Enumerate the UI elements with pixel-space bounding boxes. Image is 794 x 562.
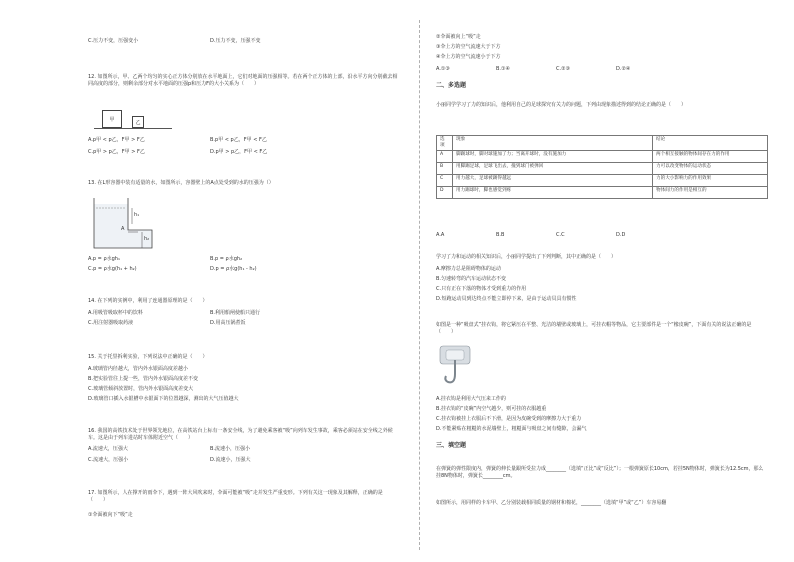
cup-center [446,350,464,360]
q12-figure [94,108,174,130]
section-2-heading: 二、多选题 [436,82,467,89]
row-b-phenomenon: 用脚踢足球，足球飞出去，撞到球门被弹回 [453,163,653,175]
table-row [437,187,768,199]
q17-statement-4: ④伞上方的空气流速小于下方 [436,54,501,60]
left-column [88,0,406,562]
q13-text: 13. 在L形容器中装有适量的水，如图所示，容器壁上的A点处受到的水的压强为（） [88,180,274,186]
row-a-option: A [437,151,453,163]
q20-text: 如图是一种“吸盘式”挂衣钩，将它紧压在平整、光洁的墙壁或玻璃上，可挂衣帽等物品，它主要部件是一个“橡皮碗”，下面有关的说法正确的是（ ） [436,322,752,335]
q16-option-c: C.流速大，压强小 [88,457,129,463]
header-conclusion: 结论 [653,136,768,151]
table-row [437,151,768,163]
q19-option-c: C.只有正在下落的物体才受到重力的作用 [436,286,527,292]
q14-option-a: A.用吸管吸取杯中的饮料 [88,310,143,316]
q14-text: 14. 在下列的实例中，利用了连通器原理的是（ ） [88,298,208,304]
suction-hook-figure [438,344,472,388]
row-b-conclusion: 力可以改变物体的运动状态 [653,163,768,175]
q18-option-b: B.B [496,232,505,238]
q22-text: 如图所示，用同样的卡车甲、乙分别装载相同质量的钢材和棉花，________（选填“甲”或“乙”）车容易翻 [436,500,667,506]
q11-option-c: C.压力不变，压强变小 [88,38,139,44]
q15-option-d: D.玻璃管口插入水银槽中水银面下的位置越深，测出的大气压值越大 [88,396,239,402]
table-row [437,175,768,187]
row-d-phenomenon: 用力踢球时，脚也感觉到疼 [453,187,653,199]
q15-text: 15. 关于托里拆利实验，下列说法中正确的是（ ） [88,354,208,360]
suction-hook-icon [438,344,472,388]
header-option: 选项 [437,136,453,151]
q13-option-b: B.p = ρ水gh₂ [210,256,243,262]
q12-option-d: D.p甲 > p乙，F甲 < F乙 [210,149,268,155]
q13-option-a: A.p = ρ水gh₁ [88,256,120,262]
cube-jia: 甲 [102,110,122,128]
q12-option-c: C.p甲 > p乙，F甲 > F乙 [88,149,145,155]
ground-line [94,128,172,129]
row-c-option: C [437,175,453,187]
q14-option-b: B.利用船闸使船只通行 [210,310,261,316]
row-d-conclusion: 物体间力的作用是相互的 [653,187,768,199]
row-b-option: B [437,163,453,175]
q17-option-c: C.②③ [556,66,571,72]
q17-text: 17. 如图所示，人在撑开的雨伞下，遇到一阵大风吹来时，伞面可能被“吸”走并发生严重变形。下列有关这一现象及其解释，正确的是（ ） [88,490,383,503]
q12-option-a: A.p甲 < p乙，F甲 > F乙 [88,137,145,143]
row-c-phenomenon: 用力越大，足球被踢得越远 [453,175,653,187]
table-row [437,163,768,175]
q17-statement-1: ①伞面被向下“吸”走 [88,512,133,518]
q17-statement-2: ②伞面被向上“吸”走 [436,34,481,40]
row-a-conclusion: 两个相互接触的物体间存在力的作用 [653,151,768,163]
q19-text: 学习了力和运动的相关知识后，小丽同学提出了下列判断，其中正确的是（ ） [436,254,617,260]
q20-option-a: A.挂衣钩是利用大气压来工作的 [436,396,506,402]
row-d-option: D [437,187,453,199]
q16-text: 16. 我国的高铁技术处于世界领先地位，在高铁站台上标有一条安全线，为了避免乘客被“吸”向列车发生事故，乘客必须站在安全线之外候车。这是由于列车进站时车体附近空气（ ） [88,428,393,441]
q18-option-a: A.A [436,232,445,238]
label-a: A [121,226,125,232]
q11-option-d: D.压力不变，压强不变 [210,38,261,44]
q15-option-a: A.玻璃管内径越大，管内外水银面高度差越小 [88,366,188,372]
q18-option-d: D.D [616,232,626,238]
q18-option-c: C.C [556,232,565,238]
cube-yi: 乙 [132,116,144,128]
q20-option-b: B.挂衣钩的“皮碗”内空气越少，则可挂的衣服越重 [436,406,547,412]
q15-option-c: C.玻璃管倾斜放置时，管内外水银面高度差变大 [88,386,194,392]
q13-figure [92,196,156,250]
q17-option-a: A.①③ [436,66,450,72]
q12-text: 12. 如图所示，甲、乙两个均匀的实心正方体分别放在水平地面上，它们对地面的压强相等。若在两个正方体的上部，沿水平方向分别截去相同高度的部分，则剩余部分对水平地面的压强p和压力F的大小关系为（ ） [88,74,398,87]
q20-option-d: D.不能紧贴在粗糙的水泥墙壁上，粗糙面与吸盘之间有缝隙，会漏气 [436,426,587,432]
q20-option-c: C.挂衣钩被挂上衣服后不下滑，是因为皮碗受到的摩擦力大于重力 [436,416,582,422]
section-3-heading: 三、填空题 [436,442,467,449]
label-h1: h₁ [134,212,140,218]
q13-option-d: D.p = ρ水g(h₁ - h₂) [210,266,257,272]
q17-option-d: D.②④ [616,66,631,72]
q18-text: 小丽同学学习了力的知识后，他利用自己的足球探究有关力的问题，下列由现象描述得到的结论正确的是（ ） [436,102,687,108]
q16-option-b: B.流速小，压强小 [210,446,251,452]
q19-option-a: A.摩擦力总是阻碍物体的运动 [436,266,501,272]
q21-text: 在弹簧的弹性限度内，弹簧的伸长量跟所受拉力成________（选填“正比”或“反比”）；一根弹簧原长10cm，若挂5N物体时，弹簧长为12.5cm，那么挂8N物体时，弹簧长________cm。 [436,466,764,479]
q14-option-c: C.用注射器吸取药液 [88,320,134,326]
q17-option-b: B.①④ [496,66,510,72]
q15-option-b: B.把实验管往上提一些，管内外水银面高度差不变 [88,376,199,382]
q19-option-b: B.匀速转弯的汽车运动状态不变 [436,276,507,282]
table-header-row [437,136,768,151]
q17-statement-3: ③伞上方的空气流速大于下方 [436,44,501,50]
column-divider [419,20,420,550]
row-a-phenomenon: 脚踢球时，脚对球施加了力；当离开球时，没有施加力 [453,151,653,163]
q18-table [436,135,768,199]
right-column [436,0,774,562]
q19-option-d: D.短跑运动员到达终点不能立即停下来，是由于运动员具有惯性 [436,296,577,302]
q13-option-c: C.p = ρ水g(h₁ + h₂) [88,266,137,272]
q12-option-b: B.p甲 < p乙，F甲 < F乙 [210,137,267,143]
q14-option-d: D.用高压锅煮饭 [210,320,246,326]
q16-option-d: D.流速小，压强大 [210,457,251,463]
label-h2: h₂ [144,236,150,242]
q16-option-a: A.流速大，压强大 [88,446,128,452]
header-phenomenon: 现象 [453,136,653,151]
row-c-conclusion: 力的大小影响力的作用效果 [653,175,768,187]
